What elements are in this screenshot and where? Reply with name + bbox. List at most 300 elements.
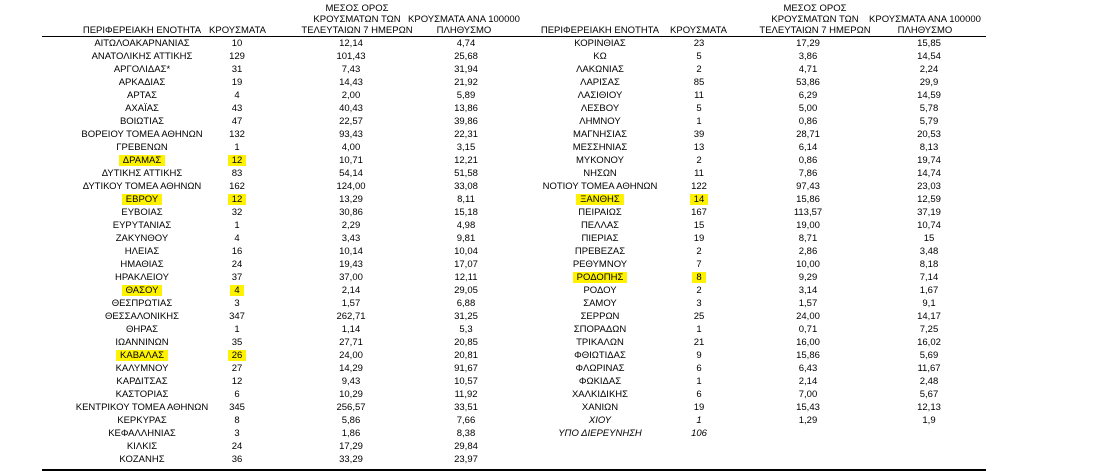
cell-per100k xyxy=(889,401,969,414)
cell-cases-text: 14 xyxy=(690,194,709,205)
cell-per100k xyxy=(889,141,969,154)
cell-avg-text: 113,57 xyxy=(793,206,823,218)
cell-region-text: ΚΕΦΑΛΛΗΝΙΑΣ xyxy=(108,427,176,439)
cell-per100k-text: 5,79 xyxy=(919,115,939,127)
cell-cases-text: 12 xyxy=(228,194,247,205)
cell-region xyxy=(520,232,680,245)
cell-per100k-text: 8,13 xyxy=(919,141,939,153)
cell-per100k xyxy=(889,37,969,50)
header-cases-left: ΚΡΟΥΣΜΑΤΑ xyxy=(209,25,266,36)
cell-per100k xyxy=(889,219,969,232)
cell-per100k xyxy=(889,154,969,167)
cell-cases-text: 122 xyxy=(691,180,707,192)
cell-avg-text: 0,86 xyxy=(798,154,818,166)
cell-per100k xyxy=(889,206,969,219)
cell-per100k-text: 14,59 xyxy=(917,89,941,101)
cell-avg-text: 17,29 xyxy=(339,440,363,452)
cell-region-text: ΣΠΟΡΑΔΩΝ xyxy=(573,323,627,335)
cell-region-text: ΜΑΓΝΗΣΙΑΣ xyxy=(573,128,627,140)
cell-per100k xyxy=(889,115,969,128)
table-row xyxy=(0,206,1104,219)
table-row xyxy=(0,271,1104,284)
table-row xyxy=(0,141,1104,154)
cell-cases-text: 162 xyxy=(229,180,245,192)
cell-avg-text: 101,43 xyxy=(336,50,366,62)
cell-avg-text: 4,71 xyxy=(798,63,818,75)
cell-avg xyxy=(768,89,848,102)
cell-per100k xyxy=(889,258,969,271)
table-row xyxy=(0,297,1104,310)
cell-region-text: ΔΡΑΜΑΣ xyxy=(119,155,165,166)
cell-avg-text: 6,14 xyxy=(798,141,818,153)
cell-per100k-text: 13,86 xyxy=(454,102,478,114)
header-per100k-left xyxy=(405,14,523,36)
cell-cases-text: 5 xyxy=(696,102,702,114)
table-bottom-rule xyxy=(42,469,986,471)
cell-per100k xyxy=(889,427,969,440)
cell-cases-text: 16 xyxy=(231,245,243,257)
cell-per100k-text: 91,67 xyxy=(454,362,478,374)
header-avg-left xyxy=(292,3,422,36)
cell-cases-text: 83 xyxy=(231,167,243,179)
cell-cases-text: 1 xyxy=(234,219,240,231)
cell-avg-text: 24,00 xyxy=(796,310,820,322)
header-region-left: ΠΕΡΙΦΕΡΕΙΑΚΗ ΕΝΟΤΗΤΑ xyxy=(82,25,202,36)
cell-region xyxy=(520,284,680,297)
cell-avg xyxy=(768,362,848,375)
cell-per100k xyxy=(889,362,969,375)
cell-cases-text: 12 xyxy=(228,155,247,166)
cell-region-text: ΑΧΑΪΑΣ xyxy=(125,102,159,114)
cell-per100k-text: 12,59 xyxy=(917,193,941,205)
cell-cases-text: 4 xyxy=(234,232,240,244)
cell-cases-text: 1 xyxy=(696,115,702,127)
cell-cases-text: 6 xyxy=(696,388,702,400)
cell-per100k-text: 1,9 xyxy=(922,414,936,426)
cell-cases-text: 39 xyxy=(693,128,705,140)
table-row xyxy=(0,401,1104,414)
cell-cases-text: 3 xyxy=(234,427,240,439)
cell-per100k xyxy=(889,375,969,388)
header-per100k-line1: ΚΡΟΥΣΜΑΤΑ ΑΝΑ 100000 xyxy=(408,14,520,25)
cell-avg-text: 2,14 xyxy=(341,284,361,296)
cell-cases-text: 2 xyxy=(696,245,702,257)
cell-avg-text: 3,14 xyxy=(798,284,818,296)
cell-avg-text: 7,86 xyxy=(798,167,818,179)
cell-avg xyxy=(768,115,848,128)
cell-avg-text: 4,00 xyxy=(341,141,361,153)
cell-cases-text: 2 xyxy=(696,284,702,296)
cell-region-text: ΥΠΟ ΔΙΕΡΕΥΝΗΣΗ xyxy=(558,427,642,439)
cell-region-text: ΛΗΜΝΟΥ xyxy=(579,115,621,127)
cell-per100k-text: 14,74 xyxy=(917,167,941,179)
cell-per100k-text: 5,67 xyxy=(919,388,939,400)
cell-region-text: ΤΡΙΚΑΛΩΝ xyxy=(576,336,624,348)
cell-region-text: ΛΑΣΙΘΙΟΥ xyxy=(577,89,623,101)
cell-region-text: ΠΕΛΛΑΣ xyxy=(580,219,620,231)
cell-cases xyxy=(669,76,729,89)
cell-cases-text: 167 xyxy=(691,206,707,218)
cell-region-text: ΗΛΕΙΑΣ xyxy=(124,245,160,257)
cell-avg xyxy=(768,63,848,76)
cell-avg-text: 0,86 xyxy=(798,115,818,127)
cell-region-text: ΚΑΣΤΟΡΙΑΣ xyxy=(115,388,169,400)
cell-per100k-text: 33,51 xyxy=(454,401,478,413)
cell-avg xyxy=(768,414,848,427)
cell-region xyxy=(520,388,680,401)
cell-cases-text: 19 xyxy=(231,76,243,88)
cell-region-text: ΠΕΙΡΑΙΩΣ xyxy=(578,206,622,218)
cell-region-text: ΗΡΑΚΛΕΙΟΥ xyxy=(115,271,169,283)
cell-region-text: ΙΩΑΝΝΙΝΩΝ xyxy=(115,336,169,348)
cell-per100k xyxy=(889,336,969,349)
table-row xyxy=(0,193,1104,206)
cell-per100k xyxy=(889,245,969,258)
cell-region-text: ΚΩ xyxy=(593,50,607,62)
cell-cases-text: 21 xyxy=(693,336,705,348)
cell-cases-text: 32 xyxy=(231,206,243,218)
cell-cases-text: 5 xyxy=(696,50,702,62)
cell-per100k-text: 29,05 xyxy=(454,284,478,296)
cell-region-text: ΗΜΑΘΙΑΣ xyxy=(120,258,164,270)
cell-avg xyxy=(768,245,848,258)
cell-region-text: ΑΡΓΟΛΙΔΑΣ* xyxy=(113,63,171,75)
cell-avg xyxy=(311,440,391,453)
cell-avg-text: 12,14 xyxy=(339,37,363,49)
cell-per100k-text: 9,81 xyxy=(456,232,476,244)
cell-region-text: ΒΟΡΕΙΟΥ ΤΟΜΕΑ ΑΘΗΝΩΝ xyxy=(81,128,203,140)
cell-cases-text: 19 xyxy=(693,232,705,244)
cell-region-text: ΡΕΘΥΜΝΟΥ xyxy=(572,258,628,270)
cell-per100k xyxy=(889,297,969,310)
cell-avg-text: 10,00 xyxy=(796,258,820,270)
cell-per100k-text: 12,11 xyxy=(454,271,478,283)
cell-cases-text: 31 xyxy=(231,63,243,75)
cell-region xyxy=(520,206,680,219)
cell-avg-text: 19,00 xyxy=(796,219,820,231)
cell-region xyxy=(520,115,680,128)
cell-cases xyxy=(669,414,729,427)
cell-per100k-text: 31,94 xyxy=(454,63,478,75)
cell-cases-text: 27 xyxy=(231,362,243,374)
cell-cases xyxy=(669,63,729,76)
cell-avg xyxy=(768,141,848,154)
cell-region-text: ΜΕΣΣΗΝΙΑΣ xyxy=(572,141,628,153)
cell-cases-text: 6 xyxy=(234,388,240,400)
cell-per100k-text: 23,03 xyxy=(917,180,941,192)
header-avg-line3: ΤΕΛΕΥΤΑΙΩΝ 7 ΗΜΕΡΩΝ xyxy=(301,25,413,36)
cell-region xyxy=(520,258,680,271)
cell-avg-text: 15,86 xyxy=(796,193,820,205)
cell-per100k-text: 3,15 xyxy=(456,141,476,153)
cell-region xyxy=(520,102,680,115)
cell-per100k-text: 2,24 xyxy=(919,63,939,75)
cell-region xyxy=(520,180,680,193)
cell-region xyxy=(520,76,680,89)
cell-cases xyxy=(669,323,729,336)
cell-avg-text: 7,43 xyxy=(341,63,361,75)
cell-cases xyxy=(669,427,729,440)
cell-region-text: ΘΗΡΑΣ xyxy=(125,323,159,335)
cell-per100k-text: 39,86 xyxy=(454,115,478,127)
cell-cases xyxy=(669,245,729,258)
cell-per100k-text: 51,58 xyxy=(454,167,478,179)
cell-avg-text: 6,29 xyxy=(798,89,818,101)
cell-avg-text: 37,00 xyxy=(339,271,363,283)
cell-per100k-text: 10,04 xyxy=(454,245,478,257)
cell-cases xyxy=(669,284,729,297)
table-row xyxy=(0,37,1104,50)
cell-region-text: ΓΡΕΒΕΝΩΝ xyxy=(116,141,168,153)
table-row xyxy=(0,440,1104,453)
cell-per100k-text: 6,88 xyxy=(456,297,476,309)
table-row xyxy=(0,375,1104,388)
cell-avg-text: 1,57 xyxy=(341,297,361,309)
cell-region-text: ΘΕΣΠΡΩΤΙΑΣ xyxy=(111,297,173,309)
cell-avg-text: 40,43 xyxy=(339,102,363,114)
table-row xyxy=(0,232,1104,245)
cell-avg-text: 15,86 xyxy=(796,349,820,361)
cell-per100k-text: 8,38 xyxy=(456,427,476,439)
cell-per100k-text: 9,1 xyxy=(922,297,936,309)
cell-avg-text: 6,43 xyxy=(798,362,818,374)
header-avg-line1: ΜΕΣΟΣ ΟΡΟΣ xyxy=(325,3,389,14)
cell-avg xyxy=(768,154,848,167)
cell-region xyxy=(520,37,680,50)
cell-per100k-text: 4,98 xyxy=(456,219,476,231)
cell-per100k-text: 33,08 xyxy=(454,180,478,192)
cell-region-text: ΠΡΕΒΕΖΑΣ xyxy=(574,245,626,257)
cell-avg-text: 5,00 xyxy=(798,102,818,114)
cell-region-text: ΦΘΙΩΤΙΔΑΣ xyxy=(574,349,626,361)
cell-region-text: ΑΡΚΑΔΙΑΣ xyxy=(118,76,166,88)
table-row xyxy=(0,310,1104,323)
table-row xyxy=(0,50,1104,63)
cell-cases xyxy=(669,349,729,362)
header-avg-right xyxy=(750,3,880,36)
cell-cases xyxy=(669,193,729,206)
cell-region-text: ΡΟΔΟΥ xyxy=(583,284,617,296)
cell-region-text: ΚΑΡΔΙΤΣΑΣ xyxy=(116,375,168,387)
cell-avg xyxy=(768,271,848,284)
table-row xyxy=(0,336,1104,349)
cell-per100k-text: 7,66 xyxy=(456,414,476,426)
cell-cases xyxy=(669,180,729,193)
cell-avg-text: 8,71 xyxy=(798,232,818,244)
cell-avg-text: 10,14 xyxy=(339,245,363,257)
cell-avg xyxy=(311,453,391,466)
cell-per100k-text: 11,67 xyxy=(917,362,941,374)
cell-avg-text: 2,29 xyxy=(341,219,361,231)
cell-region-text: ΧΑΛΚΙΔΙΚΗΣ xyxy=(571,388,629,400)
cell-region-text: ΠΙΕΡΙΑΣ xyxy=(581,232,619,244)
table-row xyxy=(0,284,1104,297)
cell-region-text: ΝΗΣΩΝ xyxy=(583,167,617,179)
cell-cases xyxy=(207,453,267,466)
cell-per100k-text: 20,85 xyxy=(454,336,478,348)
header-per100k-line2: ΠΛΗΘΥΣΜΟ xyxy=(436,25,492,36)
table-row xyxy=(0,349,1104,362)
header-per100k-right xyxy=(866,14,984,36)
cell-per100k-text: 16,02 xyxy=(917,336,941,348)
cell-cases xyxy=(669,271,729,284)
cell-region-text: ΘΑΣΟΥ xyxy=(122,285,163,296)
cell-per100k-text: 20,81 xyxy=(454,349,478,361)
cell-cases xyxy=(669,219,729,232)
table-row xyxy=(0,323,1104,336)
cell-region xyxy=(520,50,680,63)
cell-region xyxy=(57,440,227,453)
cell-region xyxy=(520,89,680,102)
table-row xyxy=(0,219,1104,232)
cell-region-text: ΑΝΑΤΟΛΙΚΗΣ ΑΤΤΙΚΗΣ xyxy=(91,50,193,62)
cell-per100k-text: 15,85 xyxy=(917,37,941,49)
cell-avg-text: 0,71 xyxy=(798,323,818,335)
cell-per100k-text: 12,21 xyxy=(454,154,478,166)
cell-region xyxy=(520,336,680,349)
cell-region-text: ΕΒΡΟΥ xyxy=(122,194,162,205)
cell-cases xyxy=(669,154,729,167)
cell-avg-text: 54,14 xyxy=(339,167,363,179)
cell-avg-text: 9,43 xyxy=(341,375,361,387)
table-row xyxy=(0,63,1104,76)
cell-avg xyxy=(768,323,848,336)
cell-avg xyxy=(768,297,848,310)
cell-region xyxy=(520,349,680,362)
cell-avg-text: 124,00 xyxy=(336,180,366,192)
cell-region-text: ΔΥΤΙΚΟΥ ΤΟΜΕΑ ΑΘΗΝΩΝ xyxy=(82,180,202,192)
cell-avg xyxy=(768,50,848,63)
table-row xyxy=(0,258,1104,271)
cell-cases-text: 106 xyxy=(691,427,707,439)
cell-region-text: ΦΛΩΡΙΝΑΣ xyxy=(575,362,625,374)
cell-per100k xyxy=(889,180,969,193)
header-cases-right: ΚΡΟΥΣΜΑΤΑ xyxy=(670,25,727,36)
cell-region xyxy=(520,167,680,180)
cell-region-text: ΚΕΡΚΥΡΑΣ xyxy=(117,414,167,426)
cell-per100k-text: 11,92 xyxy=(454,388,478,400)
cell-per100k xyxy=(426,453,506,466)
cell-per100k-text: 21,92 xyxy=(454,76,478,88)
cell-avg xyxy=(768,76,848,89)
cell-region xyxy=(520,128,680,141)
cell-cases xyxy=(669,206,729,219)
cell-cases-text: 3 xyxy=(696,297,702,309)
cell-per100k-text: 37,19 xyxy=(917,206,941,218)
cell-cases-text: 9 xyxy=(696,349,702,361)
cell-region xyxy=(520,427,680,440)
cell-per100k xyxy=(426,440,506,453)
cell-region xyxy=(520,297,680,310)
cell-per100k xyxy=(889,323,969,336)
cell-per100k-text: 10,57 xyxy=(454,375,478,387)
cell-avg-text: 27,71 xyxy=(339,336,363,348)
cell-region-text: ΜΥΚΟΝΟΥ xyxy=(576,154,624,166)
cell-per100k-text: 5,78 xyxy=(919,102,939,114)
cell-cases-text: 345 xyxy=(229,401,245,413)
cell-cases-text: 24 xyxy=(231,440,243,452)
cell-avg-text: 2,86 xyxy=(798,245,818,257)
table-row xyxy=(0,180,1104,193)
cell-region xyxy=(520,193,680,206)
header-per100k-line1: ΚΡΟΥΣΜΑΤΑ ΑΝΑ 100000 xyxy=(869,14,981,25)
cell-per100k-text: 17,07 xyxy=(454,258,478,270)
cell-cases xyxy=(669,115,729,128)
cell-cases-text: 23 xyxy=(693,37,705,49)
cell-avg xyxy=(768,349,848,362)
cell-avg-text: 10,29 xyxy=(339,388,363,400)
cell-avg-text: 30,86 xyxy=(339,206,363,218)
cell-per100k xyxy=(889,193,969,206)
cell-cases-text: 6 xyxy=(696,362,702,374)
cell-avg xyxy=(768,388,848,401)
cell-region-text: ΘΕΣΣΑΛΟΝΙΚΗΣ xyxy=(105,310,179,322)
cell-region-text: ΣΕΡΡΩΝ xyxy=(580,310,620,322)
table-row xyxy=(0,128,1104,141)
cell-per100k-text: 29,84 xyxy=(454,440,478,452)
cell-region-text: ΕΥΡΥΤΑΝΙΑΣ xyxy=(112,219,172,231)
cell-cases-text: 347 xyxy=(229,310,245,322)
cell-region xyxy=(520,362,680,375)
cell-region xyxy=(520,401,680,414)
cell-cases-text: 36 xyxy=(231,453,243,465)
cell-cases-text: 1 xyxy=(234,323,240,335)
cell-cases-text: 1 xyxy=(696,414,702,426)
cell-per100k-text: 25,68 xyxy=(454,50,478,62)
cell-region-text: ΚΑΛΥΜΝΟΥ xyxy=(115,362,169,374)
cell-per100k xyxy=(889,271,969,284)
cell-avg-text: 24,00 xyxy=(339,349,363,361)
cell-per100k-text: 15 xyxy=(923,232,935,244)
cell-avg xyxy=(768,193,848,206)
cell-avg xyxy=(768,232,848,245)
cell-cases-text: 43 xyxy=(231,102,243,114)
cell-region-text: ΑΙΤΩΛΟΑΚΑΡΝΑΝΙΑΣ xyxy=(94,37,190,49)
cell-cases xyxy=(669,401,729,414)
cell-avg-text: 10,71 xyxy=(339,154,363,166)
cell-cases-text: 26 xyxy=(228,350,247,361)
cell-avg-text: 1,29 xyxy=(798,414,818,426)
cell-per100k-text: 15,18 xyxy=(454,206,478,218)
cell-cases xyxy=(669,362,729,375)
cell-cases-text: 4 xyxy=(230,285,243,296)
cell-cases xyxy=(669,141,729,154)
cell-cases-text: 2 xyxy=(696,154,702,166)
cell-per100k-text: 8,11 xyxy=(457,193,475,205)
cell-per100k xyxy=(889,50,969,63)
cell-avg xyxy=(768,401,848,414)
table-row xyxy=(0,89,1104,102)
cell-avg xyxy=(768,128,848,141)
cell-per100k-text: 1,67 xyxy=(919,284,939,296)
cell-per100k xyxy=(889,284,969,297)
cell-per100k-text: 8,18 xyxy=(919,258,939,270)
cell-per100k-text: 4,74 xyxy=(456,37,476,49)
cell-per100k-text: 22,31 xyxy=(454,128,478,140)
cell-region-text: ΛΑΡΙΣΑΣ xyxy=(580,76,620,88)
cell-region-text: ΖΑΚΥΝΘΟΥ xyxy=(115,232,169,244)
cell-region xyxy=(520,63,680,76)
cell-per100k xyxy=(889,76,969,89)
cell-avg-text: 14,29 xyxy=(339,362,363,374)
cell-cases-text: 11 xyxy=(694,89,704,101)
cell-region xyxy=(520,375,680,388)
cell-region xyxy=(520,154,680,167)
table-row xyxy=(0,167,1104,180)
cell-per100k-text: 5,89 xyxy=(456,89,476,101)
cell-per100k-text: 7,25 xyxy=(919,323,939,335)
cell-cases xyxy=(669,310,729,323)
